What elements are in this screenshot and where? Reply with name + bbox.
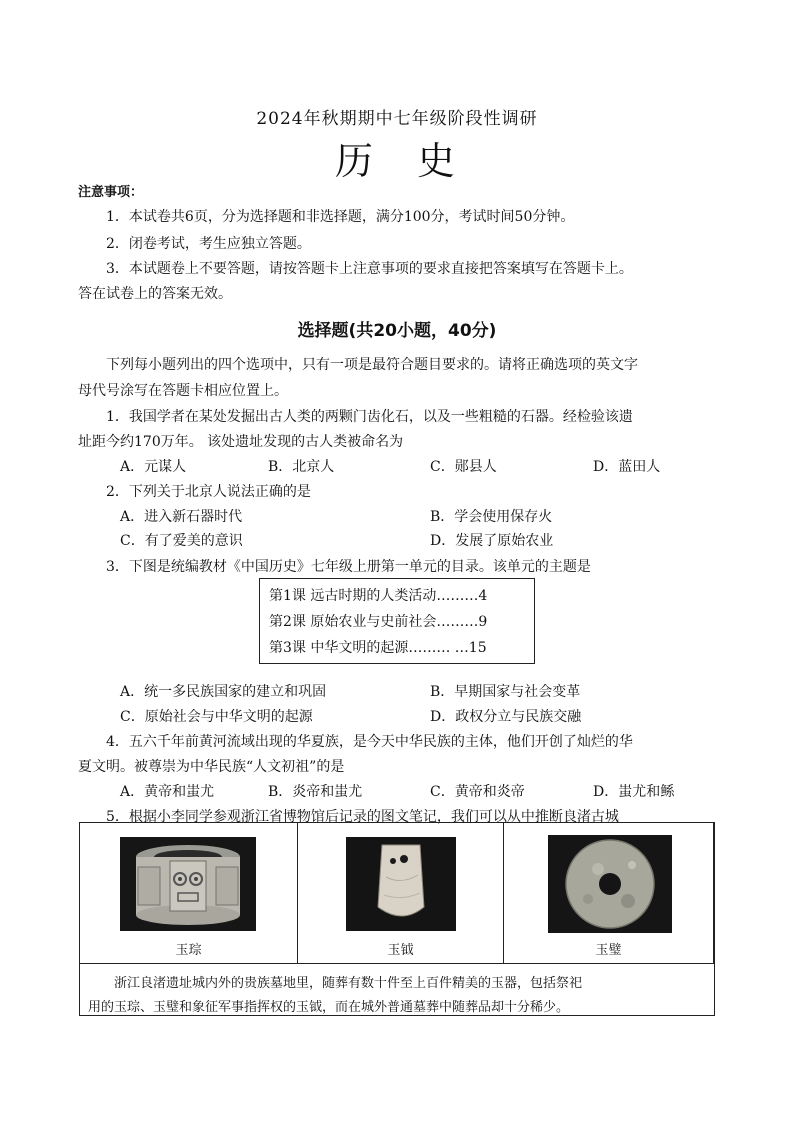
artifact-caption-cong: 玉琮 <box>175 943 202 958</box>
exam-title: 2024年秋期期中七年级阶段性调研 <box>256 109 538 129</box>
note-item-3: 3．本试题卷上不要答题，请按答题卡上注意事项的要求直接把答案填写在答题卡上。 <box>106 261 633 277</box>
section-title: 选择题(共20小题，40分) <box>297 321 497 341</box>
q1-option-c: C．郧县人 <box>430 459 497 475</box>
q4-option-a: A．黄帝和蚩尤 <box>120 784 215 800</box>
artifact-cell-bi <box>504 823 714 963</box>
subject-char-1: 历 <box>334 139 377 183</box>
subject-title <box>0 130 794 185</box>
artifact-cell-cong <box>80 823 298 963</box>
q1-option-b: B．北京人 <box>268 459 335 475</box>
toc-lesson-1: 第1课 远古时期的人类活动………4 <box>269 588 488 604</box>
jade-cong-photo <box>120 837 256 931</box>
note-item-2: 2．闭卷考试，考生应独立答题。 <box>106 236 311 252</box>
subject-char-2: 史 <box>417 139 460 183</box>
q3-option-a: A．统一多民族国家的建立和巩固 <box>120 684 327 700</box>
artifact-description-line-2: 用的玉琮、玉璧和象征军事指挥权的玉钺，而在城外普通墓葬中随葬品却十分稀少。 <box>88 1000 570 1015</box>
jade-cong-image <box>120 837 256 931</box>
q1-option-d: D．蓝田人 <box>593 459 661 475</box>
q4-option-c: C．黄帝和炎帝 <box>430 784 525 800</box>
q1-stem-line-1: 1．我国学者在某处发掘出古人类的两颗门齿化石，以及一些粗糙的石器。经检验该遗 <box>106 409 633 425</box>
q2-option-a: A．进入新石器时代 <box>120 509 243 525</box>
q4-option-d: D．蚩尤和鲧 <box>593 784 675 800</box>
note-item-3-cont: 答在试卷上的答案无效。 <box>78 286 232 302</box>
jade-yue-photo <box>346 837 456 931</box>
q2-option-b: B．学会使用保存火 <box>430 509 553 525</box>
q4-stem-line-1: 4．五六千年前黄河流域出现的华夏族，是今天中华民族的主体，他们开创了灿烂的华 <box>106 734 633 750</box>
section-intro-line-2: 母代号涂写在答题卡相应位置上。 <box>78 383 288 399</box>
jade-bi-image <box>548 835 672 933</box>
artifact-figure-table <box>79 822 715 1016</box>
q4-option-b: B．炎帝和蚩尤 <box>268 784 363 800</box>
q5-stem: 5．根据小李同学参观浙江省博物馆后记录的图文笔记，我们可以从中推断良渚古城 <box>106 809 619 825</box>
toc-lesson-3: 第3课 中华文明的起源……… …15 <box>269 640 487 656</box>
q3-stem: 3．下图是统编教材《中国历史》七年级上册第一单元的目录。该单元的主题是 <box>106 559 591 575</box>
notes-heading: 注意事项： <box>78 185 144 200</box>
q2-option-c: C．有了爱美的意识 <box>120 533 243 549</box>
q3-option-d: D．政权分立与民族交融 <box>430 709 582 725</box>
note-item-1: 1．本试卷共6页，分为选择题和非选择题，满分100分，考试时间50分钟。 <box>106 209 575 225</box>
artifact-caption-yue: 玉钺 <box>387 943 414 958</box>
jade-bi-photo <box>548 835 672 933</box>
q3-option-c: C．原始社会与中华文明的起源 <box>120 709 313 725</box>
q1-stem-line-2: 址距今约170万年。 该处遗址发现的古人类被命名为 <box>78 434 404 450</box>
jade-yue-image <box>346 837 456 931</box>
artifact-description-line-1: 浙江良渚遗址城内外的贵族墓地里，随葬有数十件至上百件精美的玉器，包括祭祀 <box>114 976 583 991</box>
q3-option-b: B．早期国家与社会变革 <box>430 684 581 700</box>
q2-stem: 2．下列关于北京人说法正确的是 <box>106 484 311 500</box>
q4-stem-line-2: 夏文明。被尊崇为中华民族“人文初祖”的是 <box>78 759 345 775</box>
artifact-description <box>80 963 714 1015</box>
table-of-contents-box <box>259 578 535 664</box>
artifact-caption-bi: 玉璧 <box>595 943 622 958</box>
toc-lesson-2: 第2课 原始农业与史前社会………9 <box>269 614 488 630</box>
section-intro-line-1: 下列每小题列出的四个选项中，只有一项是最符合题目要求的。请将正确选项的英文字 <box>106 357 638 373</box>
q2-option-d: D．发展了原始农业 <box>430 533 554 549</box>
artifact-cell-yue <box>298 823 504 963</box>
q1-option-a: A．元谋人 <box>120 459 187 475</box>
